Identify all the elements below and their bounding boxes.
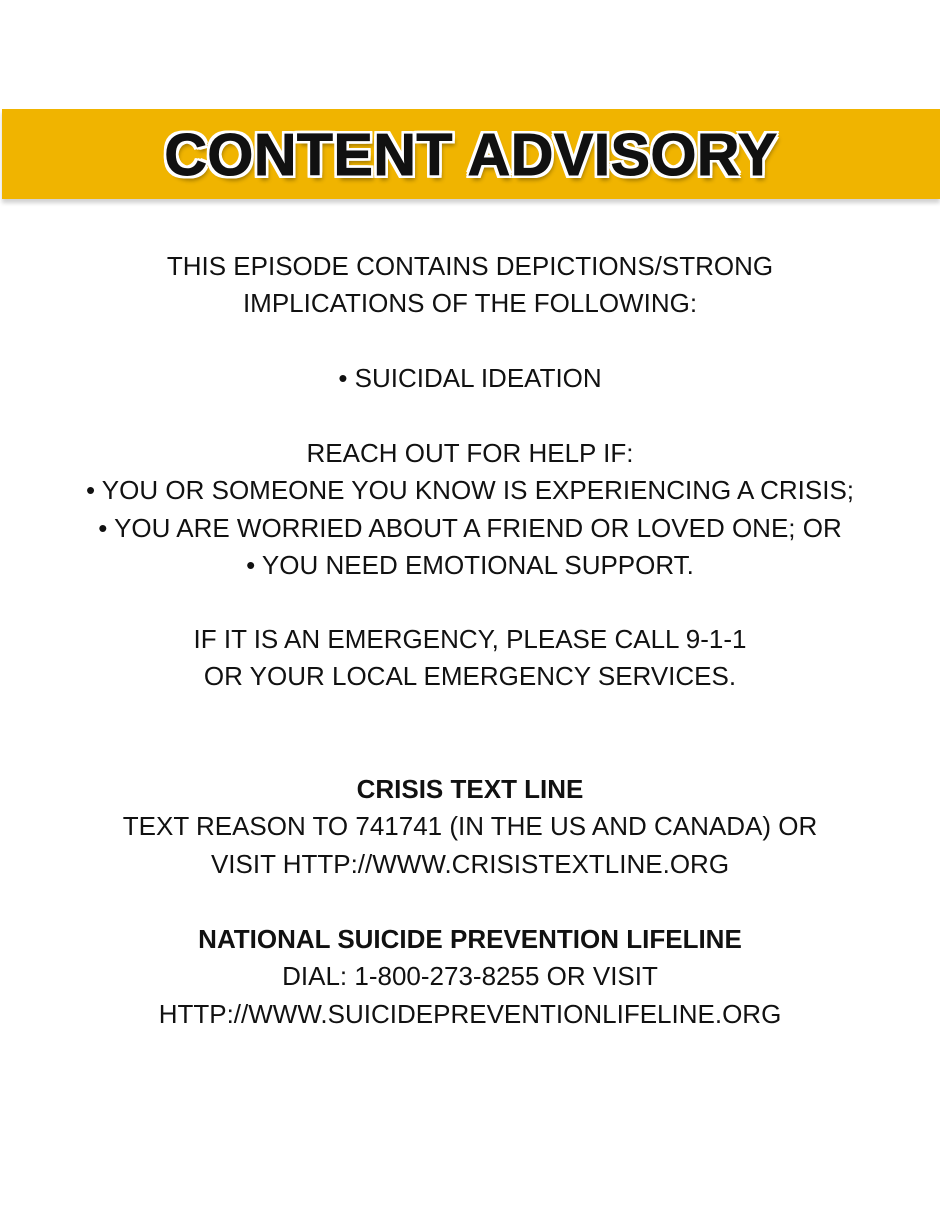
intro-line-1: THIS EPISODE CONTAINS DEPICTIONS/STRONG — [166, 251, 774, 281]
intro-line-2: IMPLICATIONS OF THE FOLLOWING: — [242, 288, 698, 319]
lifeline-line-2: HTTP://WWW.SUICIDEPREVENTIONLIFELINE.ORG — [158, 998, 782, 1029]
help-heading: REACH OUT FOR HELP IF: — [306, 438, 634, 468]
lifeline-section — [0, 921, 940, 1033]
crisis-text-line-section — [0, 771, 940, 883]
crisis-text-line-line-2: VISIT HTTP://WWW.CRISISTEXTLINE.ORG — [210, 848, 730, 879]
advisory-intro — [0, 248, 940, 323]
lifeline-heading: NATIONAL SUICIDE PREVENTION LIFELINE — [198, 924, 742, 954]
crisis-text-line-line-1: TEXT REASON TO 741741 (IN THE US AND CANADA) OR — [122, 811, 818, 842]
emergency-line-2: OR YOUR LOCAL EMERGENCY SERVICES. — [203, 661, 737, 692]
help-section — [0, 435, 940, 584]
help-item: • YOU NEED EMOTIONAL SUPPORT. — [246, 549, 694, 580]
crisis-text-line-heading: CRISIS TEXT LINE — [356, 774, 584, 804]
emergency-section — [0, 621, 940, 696]
emergency-line-1: IF IT IS AN EMERGENCY, PLEASE CALL 9-1-1 — [193, 624, 747, 654]
help-item: • YOU ARE WORRIED ABOUT A FRIEND OR LOVED ONE; OR — [98, 512, 842, 543]
advisory-topic-list — [0, 360, 940, 397]
help-item: • YOU OR SOMEONE YOU KNOW IS EXPERIENCING A CRISIS; — [85, 475, 855, 506]
lifeline-line-1: DIAL: 1-800-273-8255 OR VISIT — [282, 961, 658, 992]
banner-title: CONTENT ADVISORY — [164, 122, 778, 188]
content-advisory-banner — [2, 109, 940, 199]
topic-item: • SUICIDAL IDEATION — [338, 363, 602, 393]
